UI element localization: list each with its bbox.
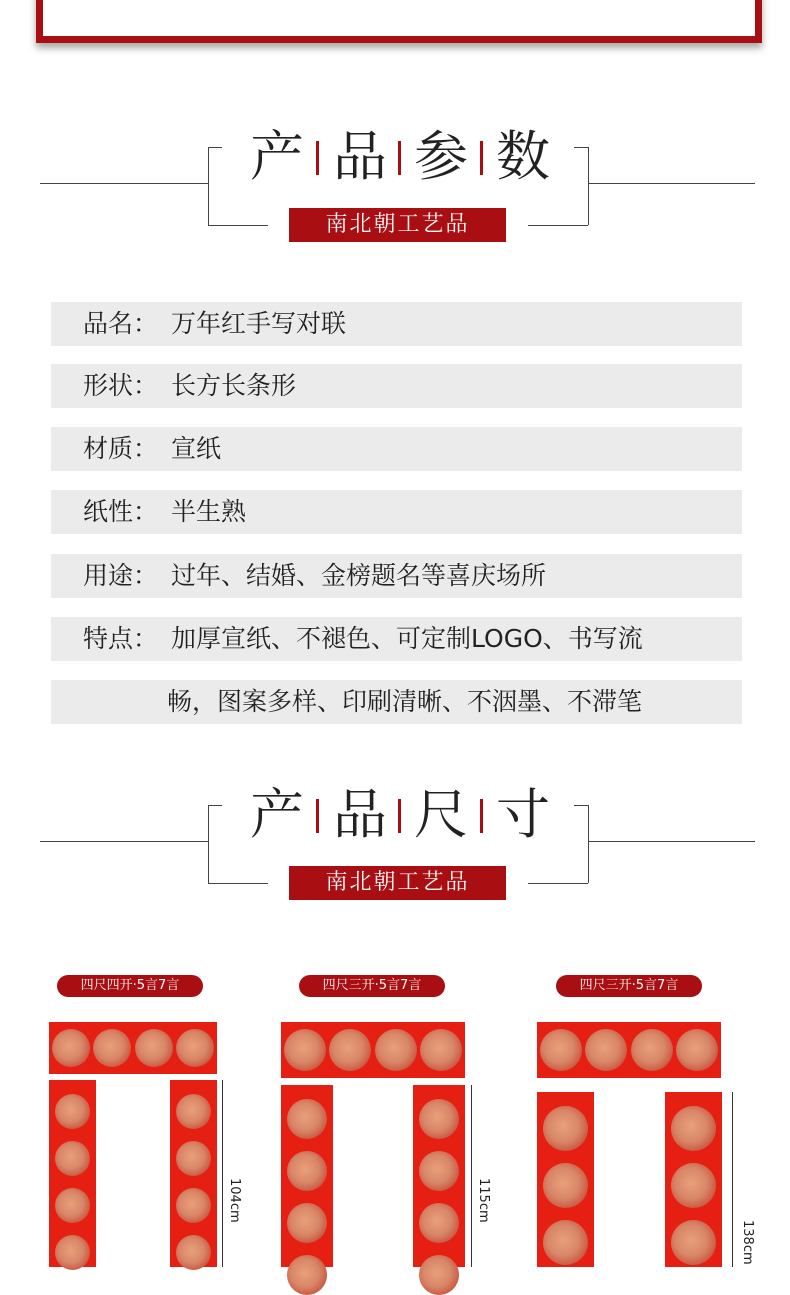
param-row xyxy=(51,617,742,661)
dimension-label: 138cm xyxy=(740,1220,755,1265)
fu-pattern-icon xyxy=(419,1099,459,1139)
header-bracket-left xyxy=(208,805,209,883)
fu-pattern-icon xyxy=(176,1094,211,1129)
title-separator xyxy=(398,799,401,833)
fu-pattern-icon xyxy=(55,1235,90,1270)
fu-pattern-icon xyxy=(420,1029,462,1071)
section-title-char: 数 xyxy=(496,125,550,188)
fu-pattern-icon xyxy=(671,1220,716,1265)
dimension-line xyxy=(471,1085,472,1267)
section-title-char: 产 xyxy=(250,125,304,188)
param-row xyxy=(51,364,742,408)
fu-pattern-icon xyxy=(543,1163,588,1208)
fu-pattern-icon xyxy=(540,1029,582,1071)
fu-pattern-icon xyxy=(676,1029,718,1071)
param-value: 万年红手写对联 xyxy=(171,309,347,338)
param-row xyxy=(51,427,742,471)
param-row xyxy=(51,490,742,534)
header-bracket-right xyxy=(588,147,589,225)
fu-pattern-icon xyxy=(419,1255,459,1295)
fu-pattern-icon xyxy=(631,1029,673,1071)
param-key: 用途： xyxy=(83,561,159,590)
param-value: 畅，图案多样、印刷清晰、不洇墨、不滞笔 xyxy=(167,687,643,716)
size-label-pill: 四尺三开·5言7言 xyxy=(299,975,445,997)
fu-pattern-icon xyxy=(55,1141,90,1176)
fu-pattern-icon xyxy=(176,1188,211,1223)
fu-pattern-icon xyxy=(671,1106,716,1151)
title-separator xyxy=(480,141,483,175)
fu-pattern-icon xyxy=(671,1163,716,1208)
fu-pattern-icon xyxy=(135,1029,173,1067)
section-header-params xyxy=(0,125,790,255)
section-title-char: 寸 xyxy=(496,783,550,846)
fu-pattern-icon xyxy=(176,1141,211,1176)
fu-pattern-icon xyxy=(287,1203,327,1243)
header-line-left xyxy=(40,183,208,184)
fu-pattern-icon xyxy=(419,1151,459,1191)
fu-pattern-icon xyxy=(52,1029,90,1067)
fu-pattern-icon xyxy=(543,1220,588,1265)
param-value: 半生熟 xyxy=(171,497,247,526)
param-value: 宣纸 xyxy=(171,434,222,463)
header-line-left xyxy=(40,841,208,842)
param-value: 长方长条形 xyxy=(171,371,297,400)
param-key: 纸性： xyxy=(83,497,159,526)
section-title-char: 品 xyxy=(333,125,387,188)
brand-badge: 南北朝工艺品 xyxy=(289,866,506,900)
header-bracket-right xyxy=(588,805,589,883)
param-value: 过年、结婚、金榜题名等喜庆场所 xyxy=(171,561,547,590)
top-frame xyxy=(36,0,762,43)
param-row xyxy=(51,554,742,598)
size-label-pill: 四尺三开·5言7言 xyxy=(556,975,702,997)
section-title-char: 参 xyxy=(414,125,468,188)
param-row xyxy=(51,302,742,346)
section-title-char: 尺 xyxy=(414,783,468,846)
fu-pattern-icon xyxy=(176,1029,214,1067)
dimension-line xyxy=(222,1080,223,1267)
dimension-line xyxy=(732,1092,733,1267)
fu-pattern-icon xyxy=(287,1099,327,1139)
section-header-size xyxy=(0,783,790,913)
param-value: 加厚宣纸、不褪色、可定制LOGO、书写流 xyxy=(171,624,643,653)
title-separator xyxy=(316,799,319,833)
header-line-right xyxy=(588,183,755,184)
dimension-label: 115cm xyxy=(476,1178,491,1223)
fu-pattern-icon xyxy=(176,1235,211,1270)
param-row-continuation xyxy=(51,680,742,724)
dimension-label: 104cm xyxy=(227,1178,242,1223)
title-separator xyxy=(398,141,401,175)
fu-pattern-icon xyxy=(375,1029,417,1071)
header-line-right xyxy=(588,841,755,842)
brand-badge: 南北朝工艺品 xyxy=(289,208,506,242)
fu-pattern-icon xyxy=(287,1255,327,1295)
title-separator xyxy=(480,799,483,833)
fu-pattern-icon xyxy=(287,1151,327,1191)
fu-pattern-icon xyxy=(55,1188,90,1223)
param-key: 形状： xyxy=(83,371,159,400)
param-key: 材质： xyxy=(83,434,159,463)
param-key: 特点： xyxy=(83,624,159,653)
title-separator xyxy=(316,141,319,175)
section-title-char: 产 xyxy=(250,783,304,846)
fu-pattern-icon xyxy=(543,1106,588,1151)
fu-pattern-icon xyxy=(419,1203,459,1243)
fu-pattern-icon xyxy=(284,1029,326,1071)
param-key: 品名： xyxy=(83,309,159,338)
size-label-pill: 四尺四开·5言7言 xyxy=(57,975,203,997)
fu-pattern-icon xyxy=(55,1094,90,1129)
header-bracket-left xyxy=(208,147,209,225)
section-title-char: 品 xyxy=(333,783,387,846)
